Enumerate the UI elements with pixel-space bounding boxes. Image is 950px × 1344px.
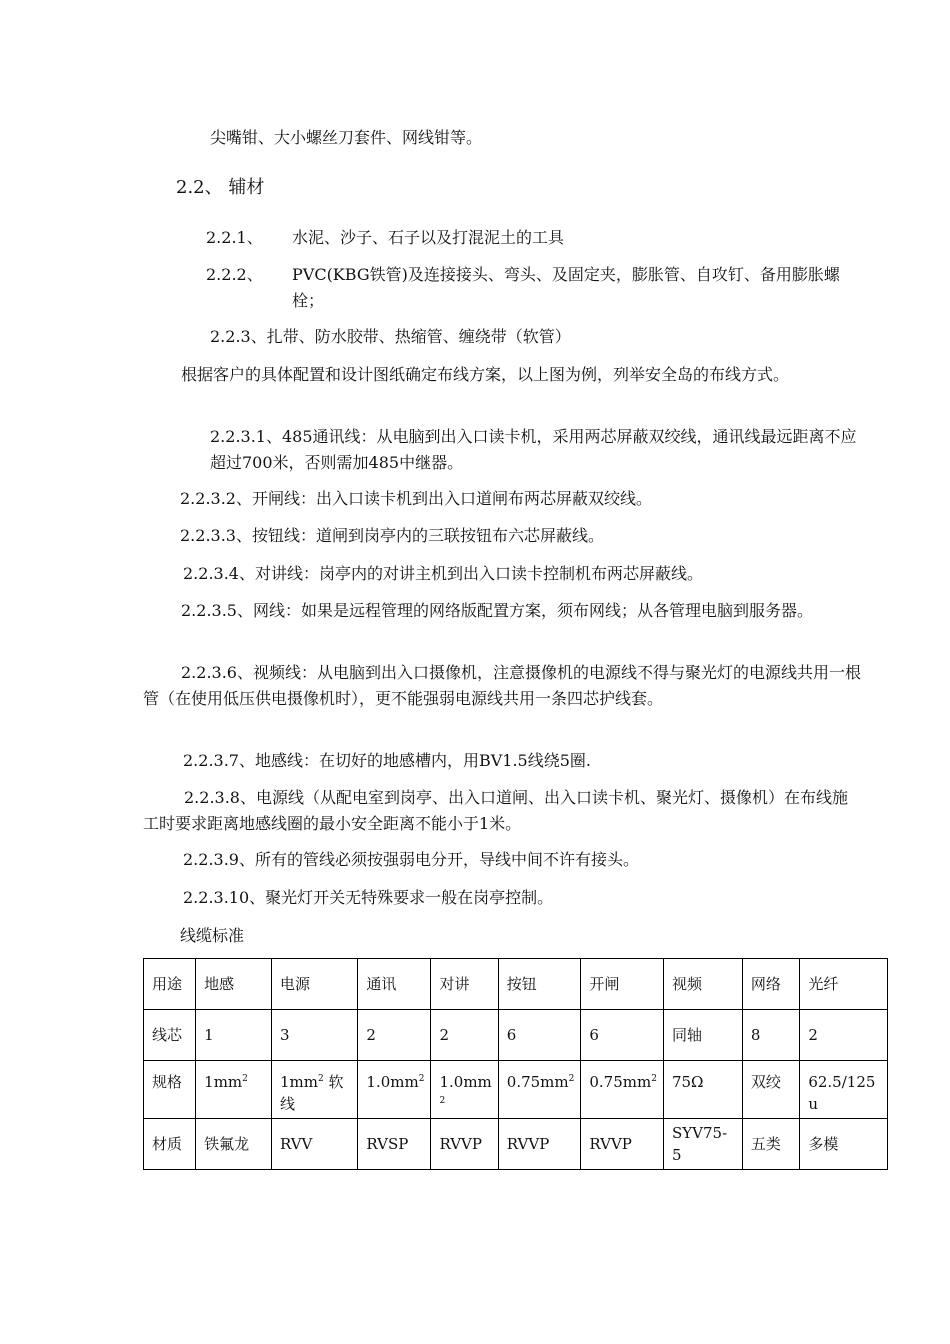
superscript: 2	[568, 1074, 575, 1084]
table-cell	[271, 1061, 357, 1119]
item-2-2-3-4: 2.2.3.4、对讲线：岗亭内的对讲主机到出入口读卡控制机布两芯屏蔽线。	[183, 564, 703, 583]
item-2-2-1-number: 2.2.1、	[206, 228, 263, 247]
item-2-2-1-text: 水泥、沙子、石子以及打混泥土的工具	[292, 228, 565, 247]
table-cell: 6	[581, 1010, 664, 1061]
paragraph-tools: 尖嘴钳、大小螺丝刀套件、网线钳等。	[210, 128, 483, 147]
table-cell: SYV75-5	[663, 1119, 742, 1170]
table-cell: 五类	[742, 1119, 799, 1170]
table-cell: 75Ω	[663, 1061, 742, 1119]
table-cell	[498, 1061, 581, 1119]
table-cell: 对讲	[431, 959, 498, 1010]
superscript: 2	[242, 1074, 248, 1084]
table-cell: 2	[800, 1010, 888, 1061]
spec-value: 1mm	[279, 1073, 318, 1091]
table-cell: 62.5/125u	[800, 1061, 888, 1119]
item-2-2-3-8: 2.2.3.8、电源线（从配电室到岗亭、出入口道闸、出入口读卡机、聚光灯、摄像机）在布线施工时要求距离地感线圈的最小安全距离不能小于1米。	[143, 788, 848, 833]
item-2-2-3-2: 2.2.3.2、开闸线：出入口读卡机到出入口道闸布两芯屏蔽双绞线。	[180, 489, 652, 508]
table-cell: 多模	[800, 1119, 888, 1170]
table-row-spec	[144, 1061, 888, 1119]
table-cell: 3	[271, 1010, 357, 1061]
table-row-header	[144, 959, 888, 1010]
table-cell: 6	[498, 1010, 581, 1061]
table-cell: RVVP	[431, 1119, 498, 1170]
table-cell: 用途	[144, 959, 196, 1010]
item-2-2-2-text: PVC(KBG铁管)及连接接头、弯头、及固定夹，膨胀管、自攻钉、备用膨胀螺栓；	[292, 265, 840, 310]
table-cell: 8	[742, 1010, 799, 1061]
table-cell: 双绞	[742, 1061, 799, 1119]
table-cell: 网络	[742, 959, 799, 1010]
section-heading-2-2: 2.2、 辅材	[176, 177, 265, 198]
table-cell: RVVP	[581, 1119, 664, 1170]
item-2-2-3: 2.2.3、扎带、防水胶带、热缩管、缠绕带（软管）	[210, 327, 571, 346]
table-title: 线缆标准	[180, 926, 245, 945]
item-2-2-3-3: 2.2.3.3、按钮线：道闸到岗亭内的三联按钮布六芯屏蔽线。	[180, 526, 604, 545]
table-cell: 光纤	[800, 959, 888, 1010]
table-cell: 规格	[144, 1061, 196, 1119]
table-cell	[358, 1061, 431, 1119]
spec-value: 0.75mm	[506, 1073, 569, 1091]
superscript: 2	[418, 1074, 425, 1084]
table-cell: 2	[431, 1010, 498, 1061]
item-2-2-3-1: 2.2.3.1、485通讯线：从电脑到出入口读卡机，采用两芯屏蔽双绞线，通讯线最远距离不应超过700米，否则需加485中继器。	[210, 427, 857, 472]
table-cell: 铁氟龙	[196, 1119, 272, 1170]
item-2-2-3-6: 2.2.3.6、视频线：从电脑到出入口摄像机，注意摄像机的电源线不得与聚光灯的电源线共用一根管（在使用低压供电摄像机时），更不能强弱电源线共用一条四芯护线套。	[143, 663, 861, 708]
superscript: 2	[317, 1074, 324, 1084]
table-row-material	[144, 1119, 888, 1170]
spec-value: 0.75mm	[589, 1073, 652, 1091]
table-cell: 1	[196, 1010, 272, 1061]
table-cell	[196, 1061, 272, 1119]
item-2-2-3-9: 2.2.3.9、所有的管线必须按强弱电分开，导线中间不许有接头。	[183, 850, 639, 869]
table-cell	[581, 1061, 664, 1119]
superscript: 2	[651, 1074, 657, 1084]
table-row-core	[144, 1010, 888, 1061]
item-2-2-3-7: 2.2.3.7、地感线：在切好的地感槽内，用BV1.5线绕5圈.	[183, 751, 592, 770]
table-cell: RVSP	[358, 1119, 431, 1170]
table-cell: RVVP	[498, 1119, 581, 1170]
table-cell: 同轴	[663, 1010, 742, 1061]
table-cell: 视频	[663, 959, 742, 1010]
table-cell: 材质	[144, 1119, 196, 1170]
table-cell: 地感	[196, 959, 272, 1010]
item-2-2-3-10: 2.2.3.10、聚光灯开关无特殊要求一般在岗亭控制。	[183, 888, 554, 907]
table-cell: 线芯	[144, 1010, 196, 1061]
table-cell: 开闸	[581, 959, 664, 1010]
item-2-2-3-5: 2.2.3.5、网线：如果是远程管理的网络版配置方案，须布网线；从各管理电脑到服务器。	[181, 601, 813, 620]
spec-suffix: 软线	[279, 1073, 344, 1113]
table-cell: 2	[358, 1010, 431, 1061]
intro-paragraph: 根据客户的具体配置和设计图纸确定布线方案，以上图为例，列举安全岛的布线方式。	[181, 365, 790, 384]
spec-value: 1.0mm	[366, 1073, 419, 1091]
table-cell: RVV	[271, 1119, 357, 1170]
table-cell: 按钮	[498, 959, 581, 1010]
spec-value: 1mm	[204, 1073, 243, 1091]
spec-value: 1.0mm	[439, 1073, 492, 1091]
item-2-2-2-number: 2.2.2、	[206, 265, 263, 284]
cable-standard-table	[143, 958, 888, 1170]
superscript: 2	[439, 1096, 446, 1106]
table-cell: 电源	[271, 959, 357, 1010]
table-cell: 通讯	[358, 959, 431, 1010]
table-cell	[431, 1061, 498, 1119]
